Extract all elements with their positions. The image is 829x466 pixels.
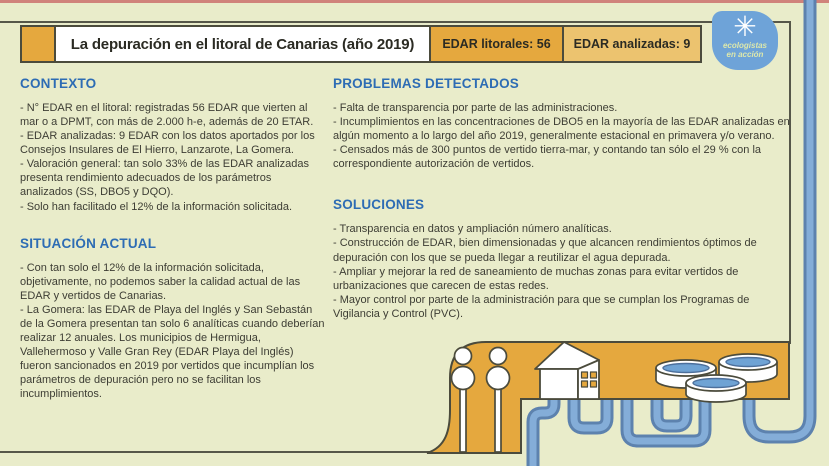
sun-scribble-icon: ✳ bbox=[733, 11, 757, 42]
problemas-item: - Falta de transparencia por parte de las administraciones. bbox=[333, 102, 618, 114]
top-edge-strip bbox=[0, 0, 829, 3]
contexto-item: - EDAR analizadas: 9 EDAR con los datos aportados por los Consejos Insulares de El Hierro, Lanzarote, La Gomera. bbox=[20, 130, 315, 157]
left-column bbox=[20, 76, 326, 401]
stat-badge-edar-litorales: EDAR litorales: 56 bbox=[429, 25, 564, 63]
logo-line1: ecologistas bbox=[722, 41, 767, 50]
problemas-item: - Censados más de 300 puntos de vertido tierra-mar, y contando tan sólo el 29 % con la correspondiente autorización de vertidos. bbox=[333, 144, 762, 171]
situacion-item: - La Gomera: las EDAR de Playa del Inglés y San Sebastán de la Gomera presentan tan solo 6 analíticas cuando deberían realizar 12 anuales. Los municipios de Hermigua, Vallehermoso y Valle Gran Rey (EDAR Playa del Inglés) fueron sancionados en 2019 por vertidos que incumplían los parámetros de depuración pero no se facilitan los incumplimientos. bbox=[20, 303, 325, 401]
problemas-item: - Incumplimientos en las concentraciones de DBO5 en la mayoría de las EDAR analizadas en algún momento a lo largo del año 2019, generalmente estacional en primavera y/o verano. bbox=[333, 116, 790, 143]
situacion-item: - Con tan solo el 12% de la información solicitada, objetivamente, no podemos saber la calidad actual de las EDAR y vertidos de Canarias. bbox=[20, 261, 301, 302]
section-heading-contexto: CONTEXTO bbox=[20, 76, 97, 91]
contexto-item: - Solo han facilitado el 12% de la información solicitada. bbox=[20, 200, 293, 213]
soluciones-item: - Ampliar y mejorar la red de saneamiento de muchas zonas para evitar vertidos de urbanizaciones que carecen de estas redes. bbox=[333, 265, 739, 292]
soluciones-item: - Mayor control por parte de la administración para que se cumplan los Programas de Vigilancia y Control (PVC). bbox=[333, 293, 750, 320]
house-icon bbox=[535, 342, 599, 399]
stat-badge-edar-analizadas: EDAR analizadas: 9 bbox=[562, 25, 702, 63]
section-heading-situacion-actual: SITUACIÓN ACTUAL bbox=[20, 235, 157, 251]
soluciones-item: - Construcción de EDAR, bien dimensionadas y que alcancen rendimientos óptimos de depuración con los que se pueda llegar a reutilizar el agua depurada. bbox=[333, 237, 757, 264]
frame-top-line bbox=[0, 21, 791, 23]
treatment-basin-icon bbox=[656, 354, 777, 402]
land-graphic bbox=[427, 342, 789, 453]
header-accent-square bbox=[20, 25, 56, 63]
frame-bottom-line bbox=[0, 451, 452, 453]
people-icon bbox=[452, 348, 510, 453]
right-column bbox=[333, 76, 791, 321]
contexto-item: - N° EDAR en el litoral: registradas 56 EDAR que vierten al mar o a DPMT, con más de 2.000 h-e, además de 20 ETAR. bbox=[20, 102, 314, 129]
ecologistas-en-accion-logo bbox=[712, 11, 778, 70]
soluciones-item: - Transparencia en datos y ampliación número analíticas. bbox=[333, 223, 612, 236]
page-title: La depuración en el litoral de Canarias (año 2019) bbox=[54, 25, 431, 63]
logo-text bbox=[723, 42, 767, 59]
logo-line2: en acción bbox=[726, 49, 764, 59]
contexto-item: - Valoración general: tan solo 33% de las EDAR analizadas presenta rendimiento adecuados de los parámetros analizados (SS, DBO5 y DQO). bbox=[20, 158, 310, 199]
section-heading-problemas: PROBLEMAS DETECTADOS bbox=[333, 76, 520, 91]
section-heading-soluciones: SOLUCIONES bbox=[333, 197, 425, 213]
